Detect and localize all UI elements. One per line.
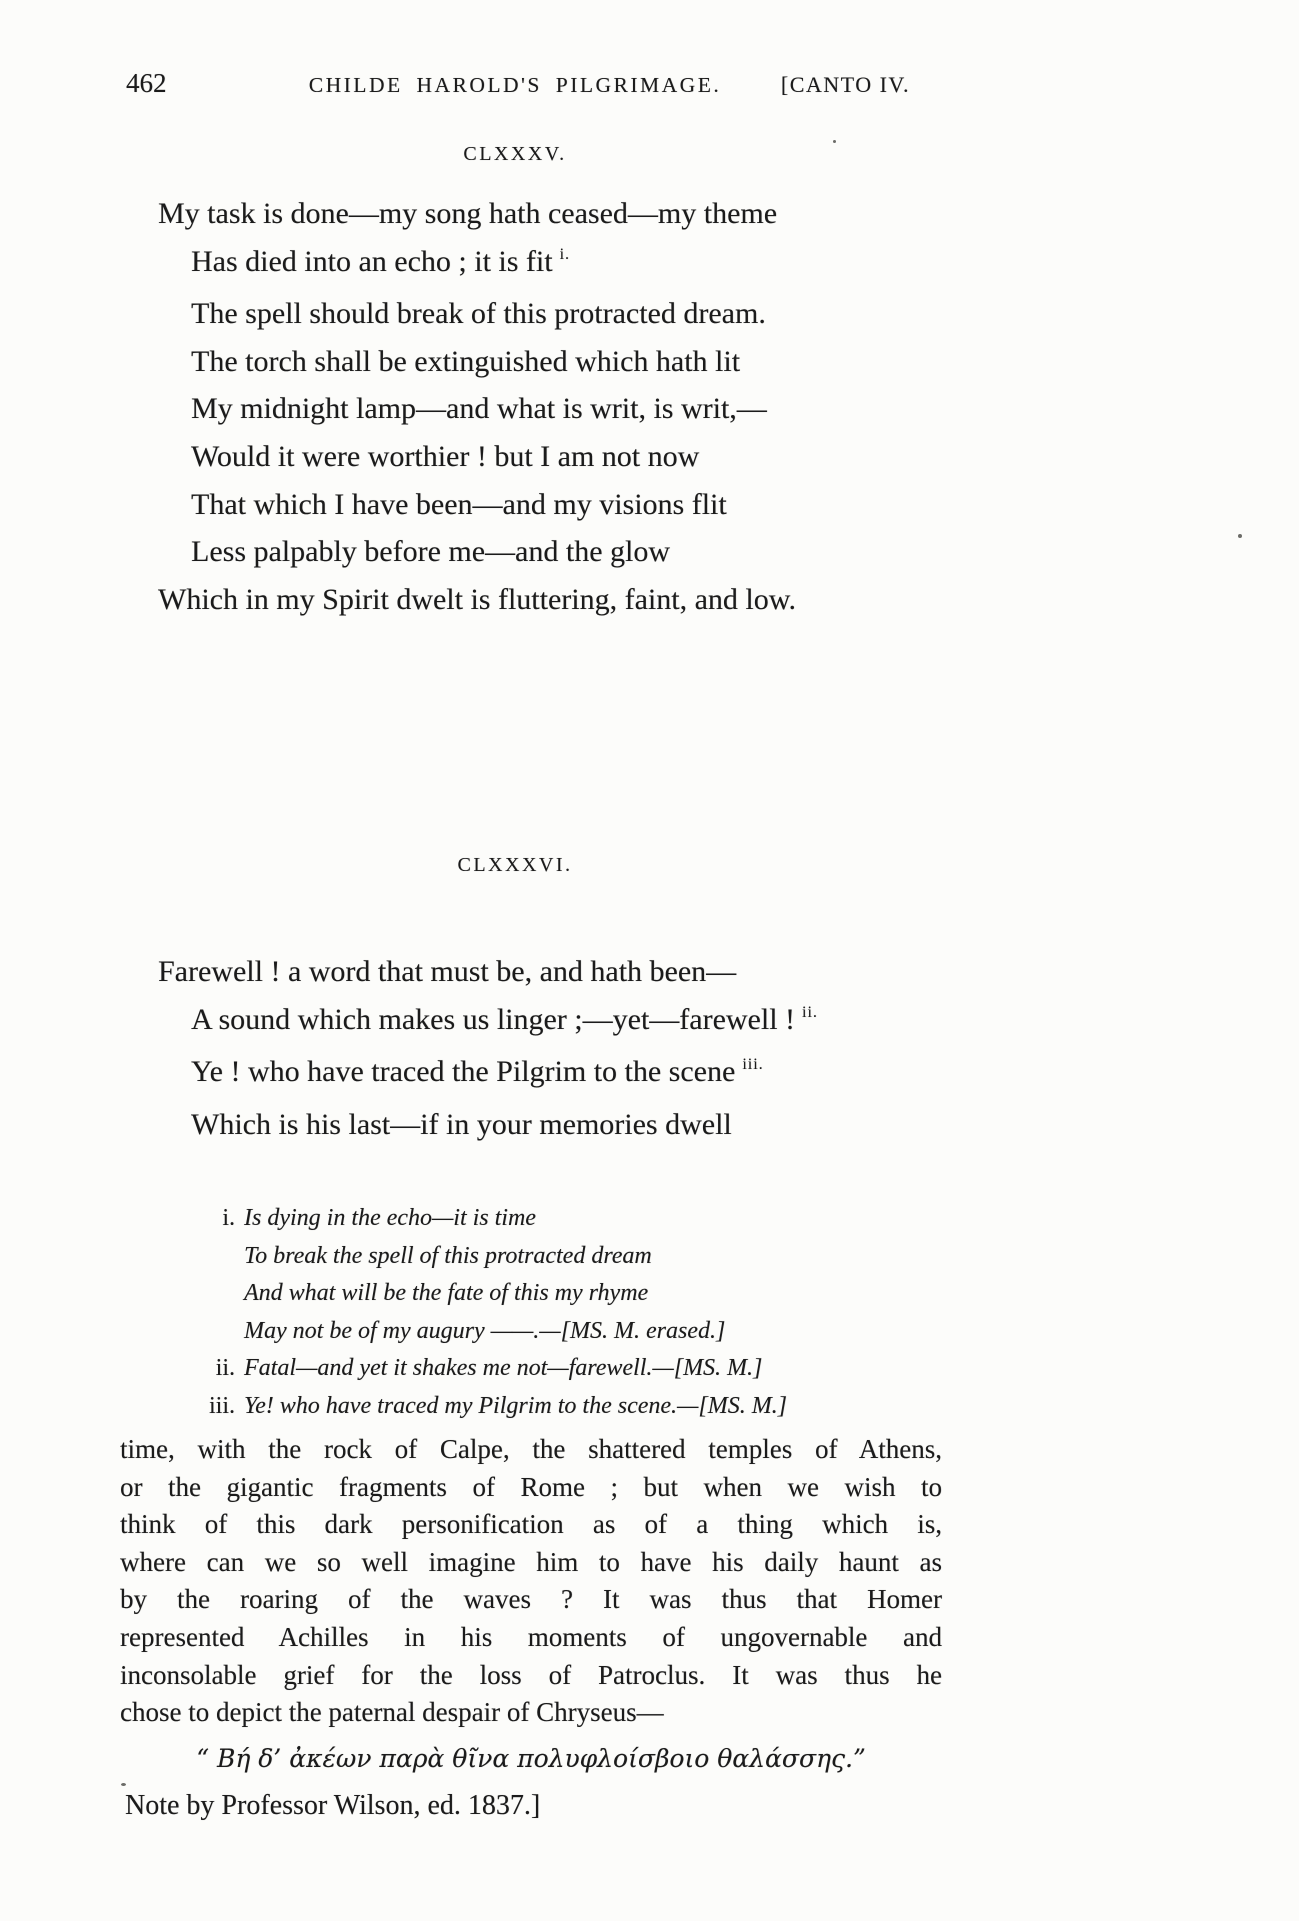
- canto-label: [CANTO IV.: [780, 72, 910, 97]
- verse-text: Farewell ! a word that must be, and hath been—: [158, 955, 737, 988]
- stanza-186: [158, 948, 818, 1148]
- running-title: CHILDE HAROLD'S PILGRIMAGE.: [308, 73, 722, 97]
- footnote-line: [185, 1275, 787, 1313]
- commentary-line: represented Achilles in his moments of ungovernable and: [120, 1621, 942, 1652]
- verse-text: Less palpably before me—and the glow: [191, 535, 671, 569]
- verse-line: [158, 238, 796, 291]
- footnote-text: Is dying in the echo—it is time: [244, 1205, 536, 1231]
- verse-line: [158, 290, 796, 338]
- footnote-text: Fatal—and yet it shakes me not—farewell.—[MS. M.]: [244, 1355, 763, 1382]
- footnote-label: [185, 1313, 244, 1351]
- verse-text: My midnight lamp—and what is writ, is writ,—: [191, 392, 767, 426]
- verse-line: [158, 576, 796, 624]
- verse-text: Which is his last—if in your memories dwell: [191, 1107, 732, 1141]
- scan-speck: [833, 140, 836, 143]
- verse-text: The torch shall be extinguished which hath lit: [191, 344, 741, 378]
- footnote-label: i.: [222, 1205, 235, 1231]
- footnote-text: May not be of my augury ——.—[MS. M. erased.]: [244, 1317, 726, 1344]
- footnote-marker: i.: [559, 245, 571, 263]
- commentary-line: think of this dark personification as of a thing which is,: [120, 1509, 942, 1540]
- footnote-text: Ye! who have traced my Pilgrim to the scene.—[MS. M.]: [244, 1392, 788, 1419]
- verse-line: [158, 528, 796, 576]
- commentary-line: by the roaring of the waves ? It was thus that Homer: [120, 1584, 942, 1615]
- footnote-label: ii.: [215, 1355, 235, 1382]
- editor-note: Note by Professor Wilson, ed. 1837.]: [125, 1790, 541, 1821]
- verse-text: The spell should break of this protracted dream.: [191, 297, 766, 331]
- scan-speck: [1238, 534, 1242, 538]
- verse-line: [158, 1048, 818, 1101]
- footnote-label: iii.: [208, 1392, 235, 1419]
- verse-text: Which in my Spirit dwelt is fluttering, faint, and low.: [158, 582, 796, 616]
- verse-line: [158, 433, 796, 481]
- scan-speck: [121, 1783, 126, 1786]
- verse-line: [158, 996, 818, 1049]
- footnote-line: [185, 1238, 787, 1276]
- footnote-label: [185, 1238, 244, 1276]
- verse-text: My task is done—my song hath ceased—my theme: [158, 197, 778, 230]
- footnote-line: [185, 1313, 787, 1351]
- footnote-label: [185, 1275, 244, 1313]
- footnote-line: [185, 1200, 787, 1238]
- verse-line: [158, 948, 818, 996]
- verse-line: [158, 190, 796, 238]
- stanza-186-heading: CLXXXVI.: [457, 854, 573, 876]
- verse-line: [158, 1101, 818, 1149]
- commentary-line: time, with the rock of Calpe, the shattered temples of Athens,: [120, 1434, 942, 1464]
- stanza-185: [158, 190, 796, 623]
- footnotes-block: [185, 1200, 787, 1426]
- commentary-line: or the gigantic fragments of Rome ; but when we wish to: [120, 1471, 942, 1502]
- footnote-text: And what will be the fate of this my rhyme: [244, 1280, 649, 1307]
- verse-text: Would it were worthier ! but I am not now: [191, 439, 700, 473]
- verse-text: Has died into an echo ; it is fit: [191, 244, 553, 278]
- footnote-line: [185, 1350, 787, 1388]
- page-number: 462: [126, 68, 167, 98]
- running-header: [120, 64, 910, 108]
- commentary-block: [120, 1431, 942, 1732]
- verse-text: That which I have been—and my visions flit: [191, 487, 727, 521]
- verse-line: [158, 385, 796, 433]
- greek-quotation: “ Βή δ’ ἀκέων παρὰ θῖνα πολυφλοίσβοιο θαλάσσης.”: [196, 1744, 866, 1773]
- verse-line: [158, 338, 796, 386]
- commentary-line: where can we so well imagine him to have his daily haunt as: [120, 1546, 942, 1577]
- footnote-marker: ii.: [802, 1003, 818, 1021]
- footnote-line: [185, 1388, 787, 1426]
- verse-text: Ye ! who have traced the Pilgrim to the scene: [191, 1055, 736, 1089]
- footnote-text: To break the spell of this protracted dream: [244, 1242, 652, 1269]
- verse-text: A sound which makes us linger ;—yet—farewell !: [191, 1002, 796, 1036]
- commentary-line: chose to depict the paternal despair of Chryseus—: [120, 1697, 664, 1728]
- footnote-marker: iii.: [742, 1056, 764, 1074]
- verse-line: [158, 481, 796, 529]
- stanza-185-heading: CLXXXV.: [463, 143, 567, 165]
- commentary-line: inconsolable grief for the loss of Patroclus. It was thus he: [120, 1659, 942, 1690]
